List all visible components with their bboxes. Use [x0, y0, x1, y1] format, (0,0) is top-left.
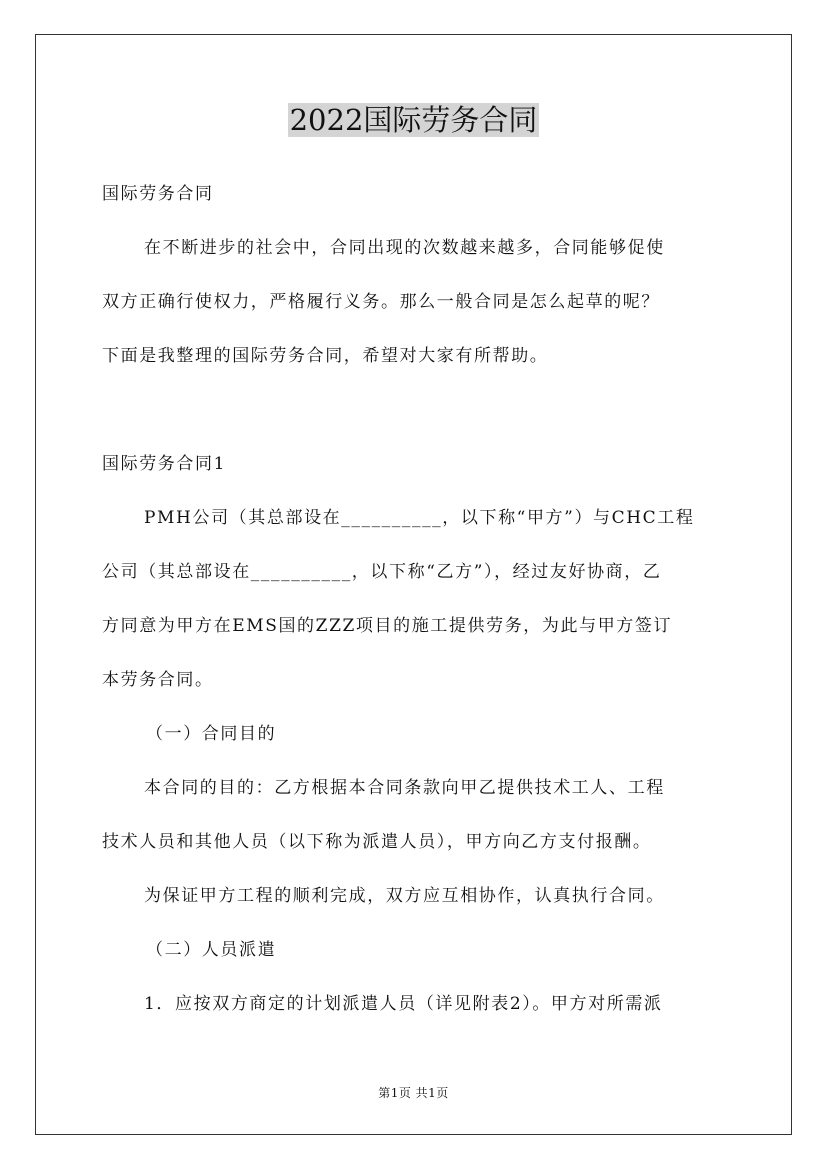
- section-1-line-1: 本合同的目的：乙方根据本合同条款向甲乙提供技术工人、工程: [144, 778, 665, 798]
- preamble-line-4: 本劳务合同。: [102, 670, 214, 690]
- intro-line-1: 在不断进步的社会中，合同出现的次数越来越多，合同能够促使: [144, 238, 665, 258]
- section-1-note: 为保证甲方工程的顺利完成，双方应互相协作，认真执行合同。: [144, 886, 665, 906]
- preamble-line-2: 公司（其总部设在__________，以下称“乙方”），经过友好协商，乙: [102, 562, 662, 582]
- section-2-title: （二）人员派遣: [146, 940, 277, 960]
- preamble-line-3: 方同意为甲方在EMS国的ZZZ项目的施工提供劳务，为此与甲方签订: [102, 616, 673, 636]
- section-2-item-1: 1．应按双方商定的计划派遣人员（详见附表2）。甲方对所需派: [144, 994, 663, 1014]
- document-title: 2022国际劳务合同: [289, 103, 538, 137]
- page-number: 第1页 共1页: [378, 1086, 449, 1100]
- preamble-line-1: PMH公司（其总部设在__________，以下称“甲方”）与CHC工程: [144, 508, 695, 528]
- section-1-line-2: 技术人员和其他人员（以下称为派遣人员），甲方向乙方支付报酬。: [102, 832, 652, 852]
- intro-line-3: 下面是我整理的国际劳务合同，希望对大家有所帮助。: [102, 346, 549, 366]
- contract-heading: 国际劳务合同1: [102, 454, 227, 474]
- document-heading: 国际劳务合同: [102, 184, 214, 204]
- section-1-title: （一）合同目的: [146, 724, 277, 744]
- intro-line-2: 双方正确行使权力，严格履行义务。那么一般合同是怎么起草的呢？: [102, 292, 660, 312]
